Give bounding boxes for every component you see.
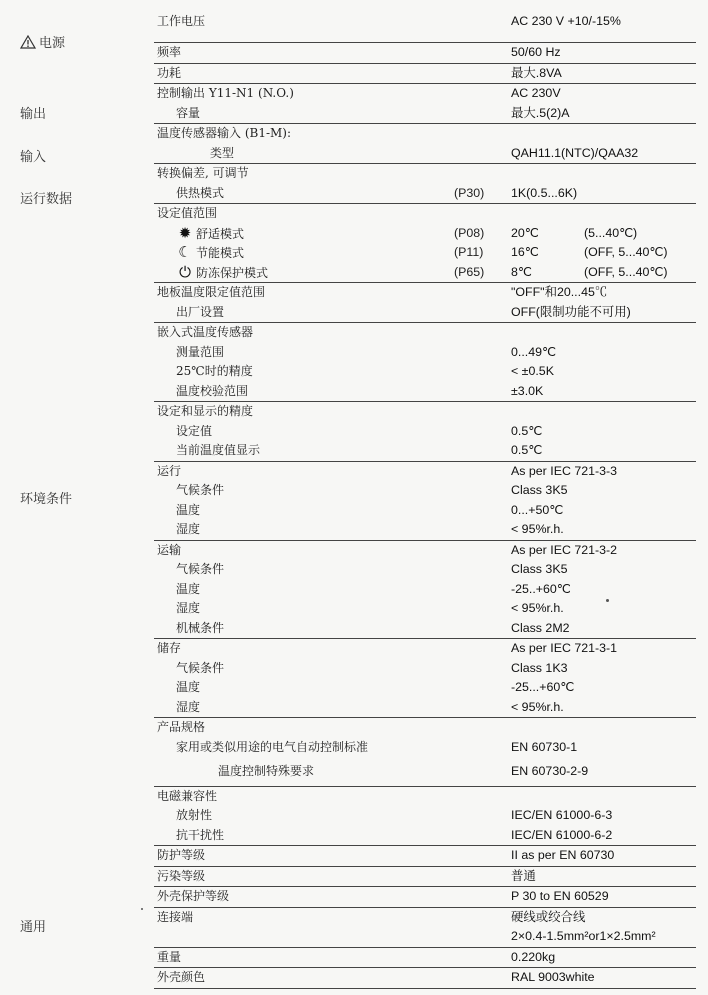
spec-row [154,243,696,263]
spec-label [157,948,181,968]
spec-label-text: 舒适模式 [196,226,245,241]
spec-row [154,845,696,866]
spec-range: (OFF, 5...40℃) [584,264,668,279]
spec-label [176,263,268,284]
spec-value: < 95%r.h. [511,699,564,714]
spec-value: "OFF"和20...45℃ [511,285,608,299]
spec-row [154,501,696,521]
spec-label-text: 连接端 [157,909,194,924]
spec-label [157,84,294,104]
spec-label [176,678,200,698]
spec-range: (OFF, 5...40℃) [584,245,668,259]
spec-label [157,124,291,144]
spec-label [157,968,205,988]
section-operating-data: 运行数据 [20,192,73,207]
spec-label-text: 湿度 [176,699,201,714]
spec-value: RAL 9003white [511,970,595,984]
spec-label-text: 工作电压 [157,14,206,28]
spec-label [176,243,244,264]
spec-row [154,382,696,402]
spec-row [154,362,696,382]
spec-label-text: 气候条件 [176,483,225,497]
warning-icon [20,35,36,49]
parameter-code: (P65) [454,264,485,279]
spec-value: AC 230V [511,86,561,100]
spec-value: Class 3K5 [511,483,568,497]
spec-value: II as per EN 60730 [511,848,615,862]
spec-value: < 95%r.h. [511,522,564,536]
spec-label [157,541,181,561]
spec-row [154,927,696,947]
spec-label [176,826,224,846]
spec-value: Class 2M2 [511,620,570,635]
spec-row [154,560,696,580]
spec-label-text: 运行 [157,463,182,478]
spec-label-text: 机械条件 [176,620,225,635]
spec-label-text: 防冻保护模式 [196,265,269,280]
spec-label-text: 温度 [176,581,201,596]
spec-row [154,104,696,124]
scan-speck [141,908,143,910]
spec-label [176,422,212,442]
spec-row [154,599,696,619]
section-output: 输出 [20,107,47,122]
section-power-label: 电源 [39,36,66,51]
spec-row [154,343,696,363]
spec-range: (5...40℃) [584,225,638,240]
spec-value: P 30 to EN 60529 [511,889,609,903]
spec-label-text: 容量 [176,105,201,120]
spec-value: 0...49℃ [511,344,556,359]
spec-value: 8℃ [511,264,532,279]
spec-label [157,846,205,866]
spec-label [157,867,205,887]
spec-row [154,886,696,907]
spec-label-text: 气候条件 [176,660,225,675]
spec-value: 最大.5(2)A [511,105,570,120]
section-environment: 环境条件 [20,492,73,507]
spec-label-text: 控制输出 Y11-N1 (N.O.) [157,86,294,100]
spec-label [176,481,224,501]
spec-row [154,866,696,887]
section-general: 通用 [20,920,47,935]
spec-row [154,144,696,164]
spec-value: EN 60730-2-9 [511,763,589,778]
spec-label-text: 设定值 [176,423,213,438]
spec-row [154,619,696,639]
spec-label [210,144,234,164]
spec-label [176,184,224,204]
spec-label-text: 测量范围 [176,344,225,359]
spec-label-text: 温度 [176,680,201,694]
spec-row [154,263,696,283]
spec-label [176,738,368,758]
parameter-code: (P11) [454,245,484,259]
spec-label [157,908,193,928]
spec-value: As per IEC 721-3-3 [511,463,618,478]
spec-value: 0...+50℃ [511,502,564,517]
spec-label [157,323,253,343]
spec-label [176,104,200,124]
spec-label-text: 类型 [210,145,235,160]
spec-label-text: 抗干扰性 [176,827,225,842]
spec-row [154,203,696,224]
spec-label [157,462,181,482]
spec-row [154,12,696,42]
spec-value: 20℃ [511,225,539,240]
spec-value: 最大.8VA [511,65,562,80]
spec-label [157,164,249,184]
spec-label [176,382,248,402]
spec-row [154,967,696,988]
spec-label-text: 功耗 [157,65,182,80]
spec-label-text: 运输 [157,542,182,557]
spec-row [154,184,696,204]
spec-label [176,619,224,639]
spec-value: ±3.0K [511,383,544,398]
spec-label-text: 温度控制特殊要求 [218,763,315,778]
spec-row [154,698,696,718]
spec-row [154,762,696,786]
spec-row [154,786,696,807]
spec-value: Class 3K5 [511,562,568,576]
section-power [20,32,65,51]
spec-value: IEC/EN 61000-6-2 [511,827,613,842]
spec-label-text: 设定和显示的精度 [157,404,254,418]
table-bottom-rule [154,988,696,989]
spec-value: 50/60 Hz [511,45,561,59]
parameter-code: (P08) [454,225,485,240]
spec-row [154,806,696,826]
scan-speck [606,599,609,602]
spec-value: 0.220kg [511,949,556,964]
spec-row [154,580,696,600]
spec-label [176,520,200,540]
spec-label [176,560,224,580]
spec-label-text: 嵌入式温度传感器 [157,325,254,339]
spec-label-text: 家用或类似用途的电气自动控制标准 [176,739,369,754]
spec-label-text: 温度校验范围 [176,383,249,398]
spec-label [157,639,181,659]
spec-label-text: 外壳保护等级 [157,889,230,903]
spec-label [176,224,244,245]
spec-label-text: 重量 [157,949,182,964]
spec-label [157,402,253,422]
spec-row [154,678,696,698]
spec-label-text: 防护等级 [157,848,206,862]
spec-label-text: 25℃时的精度 [176,364,253,378]
spec-label [157,43,181,63]
section-input: 输入 [20,150,47,165]
spec-row [154,123,696,144]
spec-label-text: 当前温度值显示 [176,443,261,457]
spec-label-text: 放射性 [176,808,213,822]
spec-label-text: 节能模式 [196,246,245,260]
spec-value: As per IEC 721-3-2 [511,542,618,557]
spec-label [157,718,205,738]
spec-value: OFF(限制功能不可用) [511,304,631,319]
spec-label-text: 湿度 [176,601,201,615]
spec-label [176,580,200,600]
spec-label [176,659,224,679]
spec-row [154,907,696,928]
spec-value: As per IEC 721-3-1 [511,641,618,655]
spec-row [154,441,696,461]
spec-label-text: 转换偏差, 可调节 [157,166,249,180]
spec-row [154,520,696,540]
spec-value: 硬线或绞合线 [511,909,586,924]
spec-value: IEC/EN 61000-6-3 [511,808,613,822]
spec-row [154,303,696,323]
spec-row [154,163,696,184]
spec-row [154,42,696,63]
spec-value: < ±0.5K [511,364,554,378]
spec-value: -25...+60℃ [511,680,575,694]
spec-label-text: 出厂设置 [176,304,225,319]
spec-row [154,540,696,561]
spec-table [154,12,696,989]
spec-row [154,738,696,762]
spec-label-text: 温度传感器输入 (B1-M): [157,126,292,140]
spec-label [157,12,205,32]
spec-value: 普通 [511,868,536,883]
spec-row [154,826,696,846]
spec-value: 1K(0.5...6K) [511,185,578,200]
spec-value: 0.5℃ [511,443,543,457]
moon-icon: ☾ [178,243,192,261]
spec-label-text: 供热模式 [176,185,225,200]
spec-row [154,401,696,422]
spec-label [157,204,217,224]
spec-label-text: 设定值范围 [157,206,218,220]
spec-value: AC 230 V +10/-15% [511,14,621,28]
spec-value: 2×0.4-1.5mm²or1×2.5mm² [511,929,656,943]
spec-value: 0.5℃ [511,423,543,438]
spec-label [176,343,224,363]
spec-row [154,322,696,343]
spec-label [157,283,265,303]
spec-row [154,659,696,679]
spec-row [154,638,696,659]
spec-label [176,698,200,718]
parameter-code: (P30) [454,185,485,200]
spec-label-text: 温度 [176,502,201,517]
spec-row [154,461,696,482]
spec-label [157,787,217,807]
spec-value: -25..+60℃ [511,581,571,596]
spec-label-text: 外壳颜色 [157,970,206,984]
spec-label [176,806,212,826]
spec-label-text: 储存 [157,641,182,655]
spec-label [218,762,314,782]
spec-row [154,947,696,968]
power-icon: ⏻ [179,262,191,281]
spec-label [176,441,260,461]
spec-label-text: 电磁兼容性 [157,788,218,803]
spec-row [154,224,696,244]
spec-label [176,303,224,323]
spec-row [154,83,696,104]
spec-label [176,501,200,521]
spec-row [154,422,696,442]
spec-value: Class 1K3 [511,660,568,675]
spec-label [176,599,200,619]
spec-label [176,362,253,382]
spec-label [157,887,229,907]
spec-label [157,64,181,84]
sun-icon: ✹ [178,223,192,242]
spec-row [154,481,696,501]
spec-label-text: 产品规格 [157,720,206,734]
spec-label-text: 气候条件 [176,562,225,576]
spec-label-text: 污染等级 [157,868,206,883]
spec-row [154,282,696,303]
spec-value: 16℃ [511,245,539,259]
spec-value: QAH11.1(NTC)/QAA32 [511,145,639,160]
spec-row [154,717,696,738]
spec-label-text: 湿度 [176,522,201,536]
spec-value: < 95%r.h. [511,601,564,615]
spec-row [154,63,696,84]
spec-label-text: 频率 [157,45,182,59]
spec-value: EN 60730-1 [511,739,578,754]
spec-label-text: 地板温度限定值范围 [157,285,266,299]
